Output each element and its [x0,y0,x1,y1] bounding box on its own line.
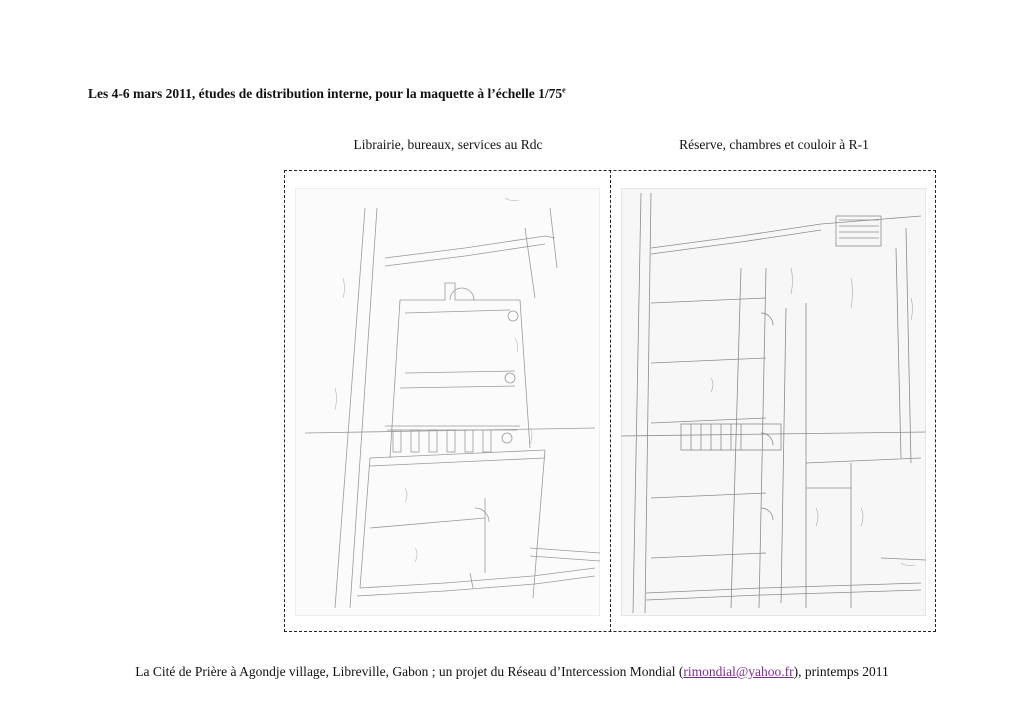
floor-plan-lower-level-drawing [621,188,926,616]
floor-plan-ground-floor-image [295,188,600,616]
footer-text-end: ), printemps 2011 [793,664,889,679]
caption-lower-level: Réserve, chambres et couloir à R-1 [679,137,869,152]
footer-credit [0,664,1024,680]
floor-plan-lower-level-image [621,188,926,616]
page-heading [88,86,566,102]
heading-superscript: e [562,85,566,95]
email-link[interactable]: rimondial@yahoo.fr [683,664,794,679]
caption-ground-floor: Librairie, bureaux, services au Rdc [353,137,543,152]
floor-plan-ground-floor-drawing [295,188,600,616]
heading-text: Les 4-6 mars 2011, études de distribution interne, pour la maquette à l’échelle 1/75 [88,86,563,101]
dashed-divider [610,170,611,632]
footer-text-start: La Cité de Prière à Agondje village, Libreville, Gabon ; un projet du Réseau d’Intercession Mondial ( [135,664,684,679]
